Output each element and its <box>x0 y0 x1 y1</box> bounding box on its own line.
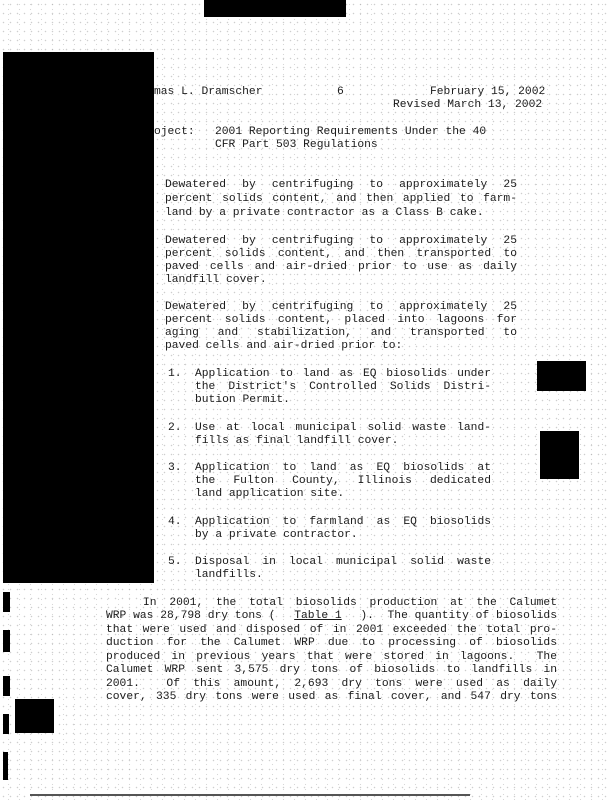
scan-bottom-rule <box>30 794 470 796</box>
sub-item-number: 5. <box>168 556 182 568</box>
redaction-left-small <box>15 699 54 733</box>
sub-item-number: 2. <box>168 422 182 434</box>
sub-item-line: bution Permit. <box>195 394 290 406</box>
paragraph-line: that were used and disposed of in 2001 exceeded the total pro- <box>106 624 557 636</box>
scan-edge-mark <box>3 752 8 780</box>
header-from: mas L. Dramscher <box>154 86 263 98</box>
redaction-right-1 <box>537 361 586 391</box>
paragraph-line: Calumet WRP sent 3,575 dry tons of biosolids to landfills in <box>106 664 557 676</box>
sub-item-number: 4. <box>168 516 182 528</box>
subject-line: CFR Part 503 Regulations <box>215 139 378 151</box>
item-c-line: aging and stabilization, and transported to <box>165 327 517 339</box>
scan-edge-mark <box>3 714 9 734</box>
item-c-line: Dewatered by centrifuging to approximately 25 <box>165 301 517 313</box>
subject-line: 2001 Reporting Requirements Under the 40 <box>215 126 487 138</box>
redaction-left-large <box>3 52 154 583</box>
subject-label: oject: <box>154 126 195 138</box>
sub-item-line: the Fulton County, Illinois dedicated <box>195 475 491 487</box>
item-c-line: paved cells and air-dried prior to: <box>165 340 403 352</box>
sub-item-number: 3. <box>168 462 182 474</box>
sub-item-line: by a private contractor. <box>195 529 358 541</box>
sub-item-line: fills as final landfill cover. <box>195 435 399 447</box>
sub-item-line: Application to land as EQ biosolids at <box>195 462 491 474</box>
sub-item-number: 1. <box>168 368 182 380</box>
paragraph-line: 2001. Of this amount, 2,693 dry tons were used as daily <box>106 678 557 690</box>
paragraph-line: cover, 335 dry tons were used as final cover, and 547 dry tons <box>106 691 557 703</box>
scan-edge-mark <box>3 676 10 696</box>
scan-edge-mark <box>3 630 10 652</box>
header-date: February 15, 2002 <box>430 86 546 98</box>
sub-item-line: land application site. <box>195 488 345 500</box>
redaction-right-2 <box>540 431 579 479</box>
sub-item-line: Application to farmland as EQ biosolids <box>195 516 491 528</box>
sub-item-line: Disposal in local municipal solid waste <box>195 556 491 568</box>
sub-item-line: Use at local municipal solid waste land- <box>195 422 491 434</box>
item-b-line: landfill cover. <box>165 274 267 286</box>
item-b-line: paved cells and air-dried prior to use as daily <box>165 261 517 273</box>
paragraph-text: WRP was 28,798 dry tons ( <box>106 610 276 622</box>
scan-edge-mark <box>3 592 10 612</box>
page-number: 6 <box>337 86 344 98</box>
item-b-line: percent solids content, and then transported to <box>165 248 517 260</box>
redaction-top <box>204 0 346 17</box>
header-revised: Revised March 13, 2002 <box>393 99 543 111</box>
paragraph-line <box>106 610 557 624</box>
item-a-line: land by a private contractor as a Class B cake. <box>165 207 484 219</box>
sub-item-line: Application to land as EQ biosolids under <box>195 368 491 380</box>
paragraph-line: produced in previous years that were stored in lagoons. The <box>106 651 557 663</box>
item-c-line: percent solids content, placed into lagoons for <box>165 314 517 326</box>
sub-item-line: the District's Controlled Solids Distri- <box>195 381 491 393</box>
paragraph-line: duction for the Calumet WRP due to processing of biosolids <box>106 637 557 649</box>
sub-item-line: landfills. <box>195 569 263 581</box>
item-b-line: Dewatered by centrifuging to approximately 25 <box>165 235 517 247</box>
item-a-line: Dewatered by centrifuging to approximately 25 <box>165 179 517 191</box>
paragraph-line: In 2001, the total biosolids production at the Calumet <box>143 597 557 609</box>
item-a-line: percent solids content, and then applied to farm- <box>165 193 517 205</box>
table-1-link: Table 1 <box>294 610 342 622</box>
paragraph-text: ). The quantity of biosolids <box>360 610 557 622</box>
